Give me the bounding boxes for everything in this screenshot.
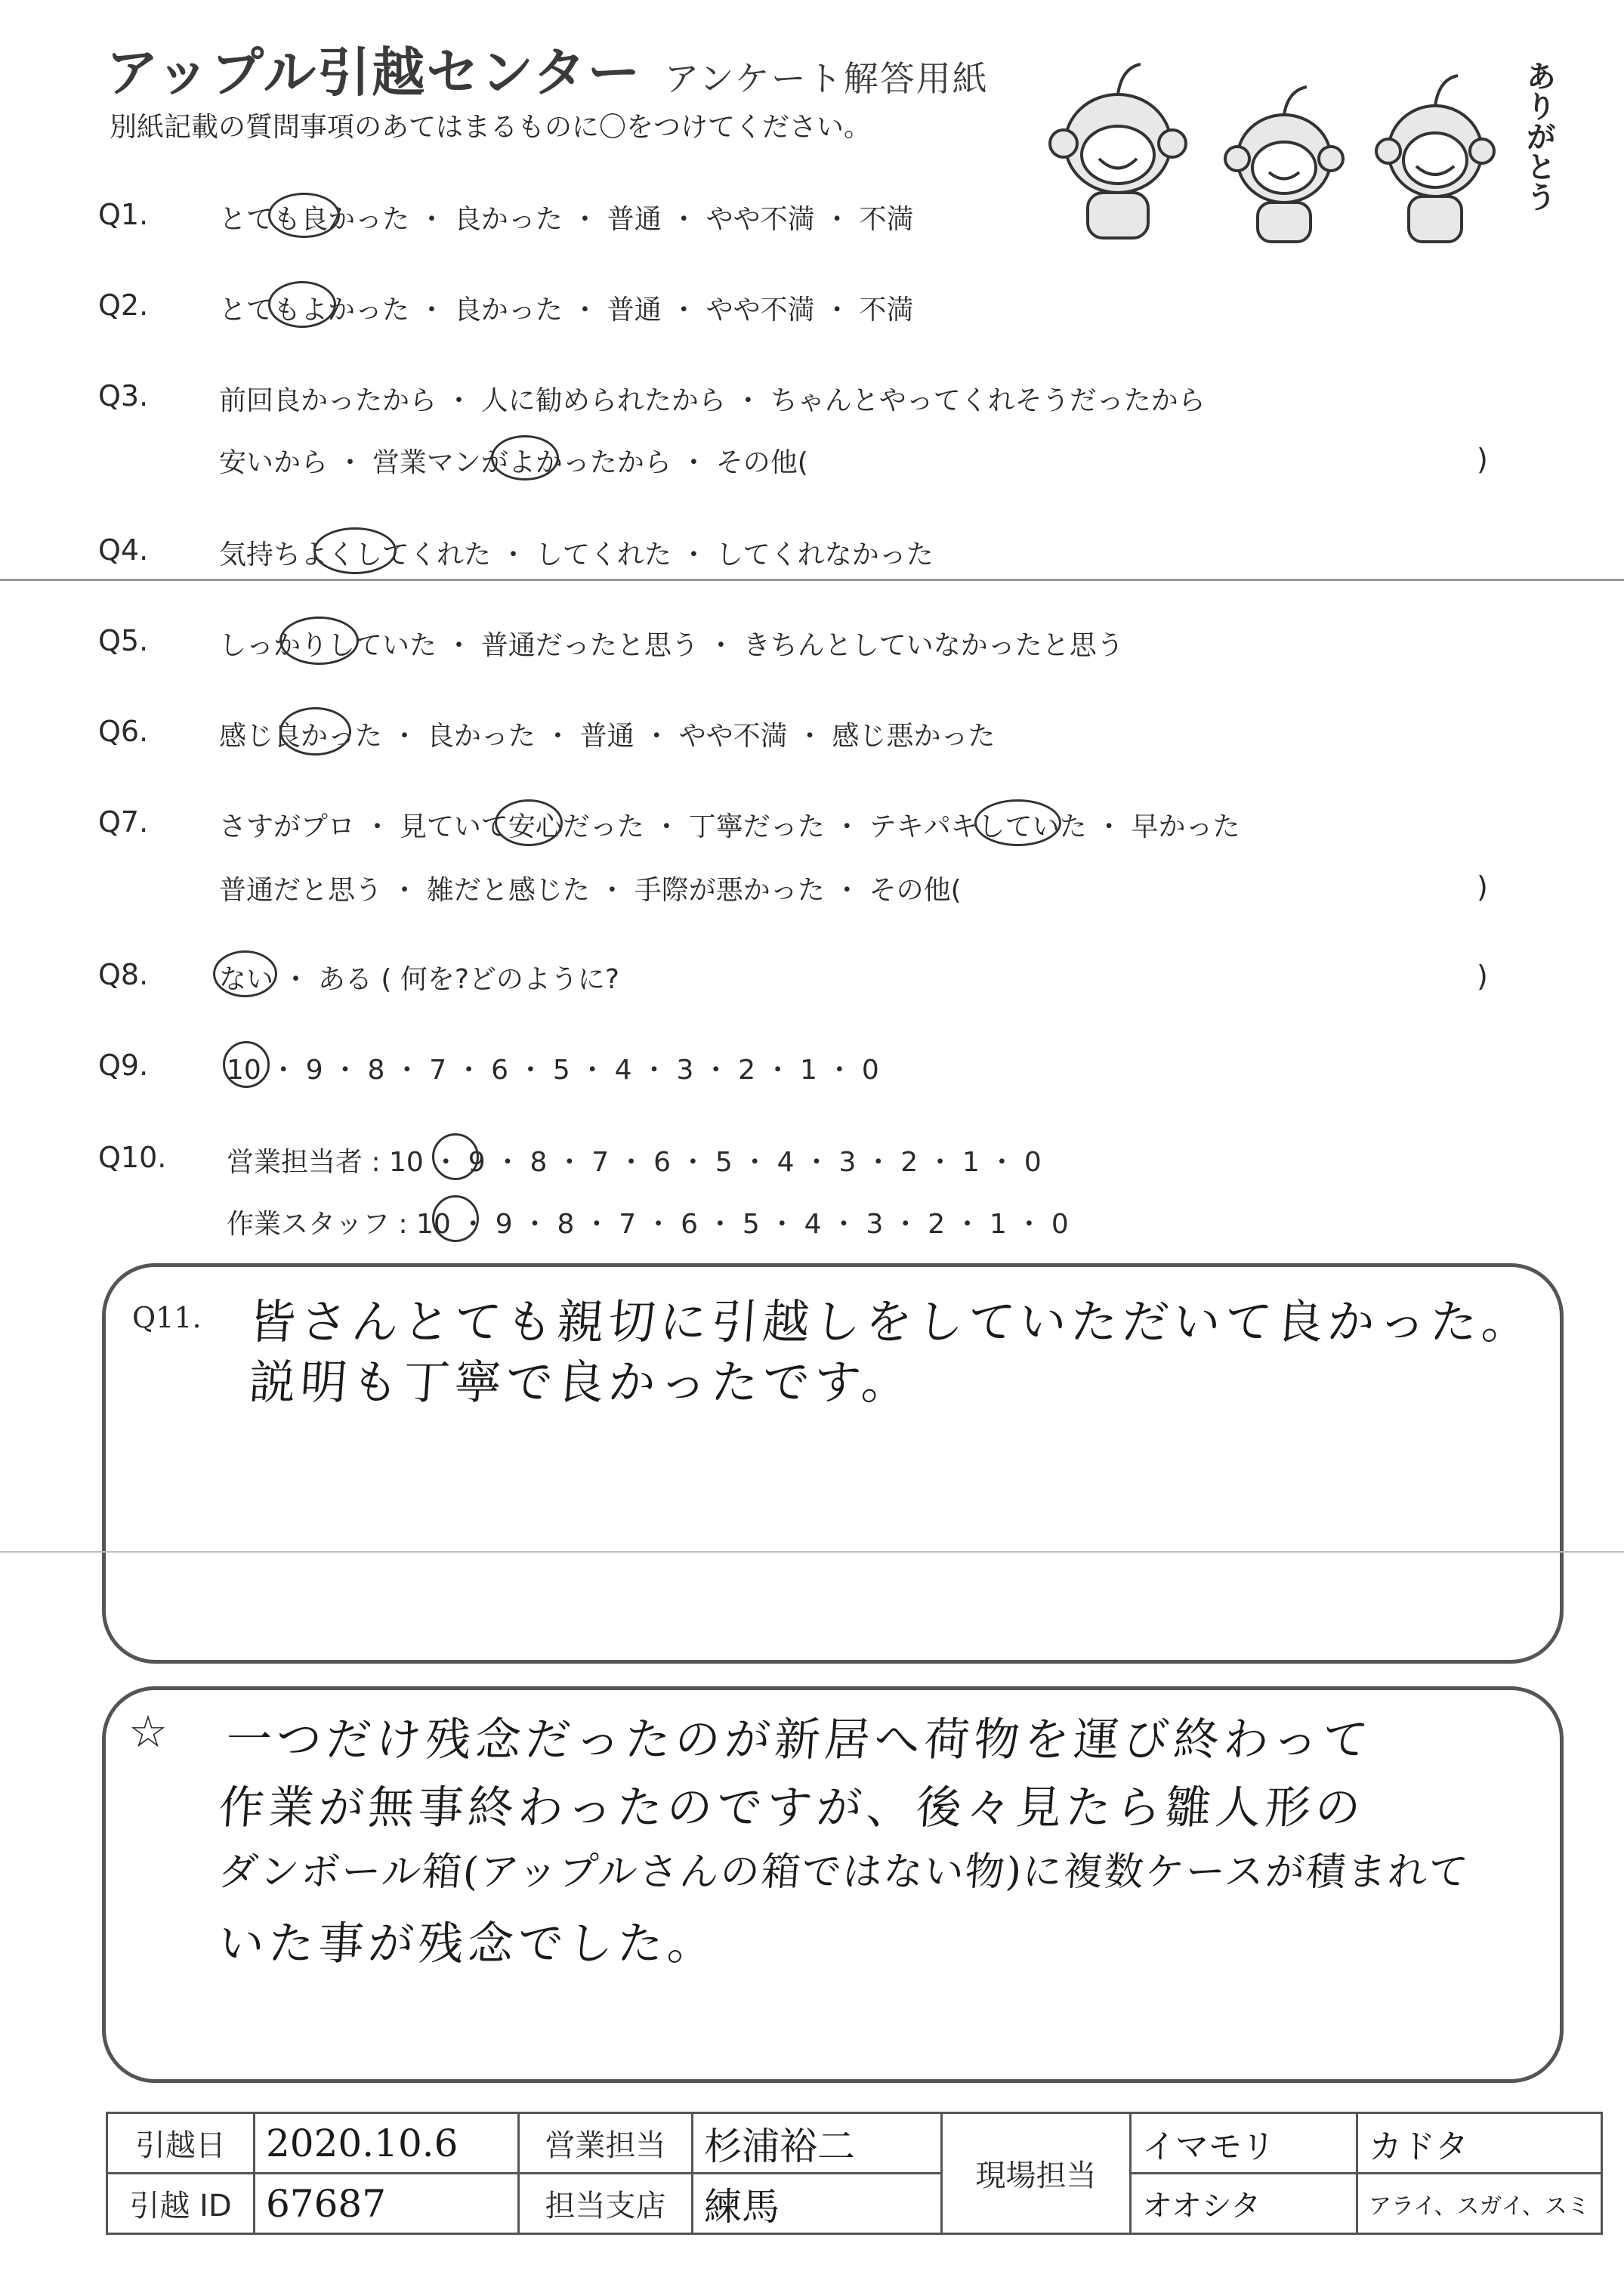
answer-circle [213, 950, 277, 997]
q7-options-line1: さすがプロ ・ 見ていて安心だった ・ 丁寧だった ・ テキパキしていた ・ 早かった [219, 811, 1240, 842]
site-staff-3: オオシタ [1131, 2174, 1357, 2234]
additional-comment-line1: 一つだけ残念だったのが新居へ荷物を運び終わって [224, 1714, 1375, 1766]
site-staff-label: 現場担当 [942, 2113, 1131, 2234]
moving-date-label: 引越日 [107, 2113, 255, 2174]
q6-options: 感じ良かった ・ 良かった ・ 普通 ・ やや不満 ・ 感じ悪かった [219, 721, 996, 752]
form-subtitle: アンケート解答用紙 [664, 58, 989, 99]
section-divider [0, 579, 1624, 581]
answer-circle [279, 707, 351, 756]
site-staff-2: カドタ [1357, 2113, 1602, 2174]
answer-circle [495, 799, 563, 846]
q3-options-line1: 前回良かったから ・ 人に勧められたから ・ ちゃんとやってくれそうだったから [219, 385, 1206, 416]
q11-comment-line2: 説明も丁寧で良かったです。 [247, 1355, 915, 1410]
sales-label: 営業担当 [519, 2113, 693, 2174]
answer-circle [268, 193, 340, 238]
q4-options: 気持ちよくしてくれた ・ してくれた ・ してくれなかった [219, 539, 934, 570]
answer-circle [491, 435, 559, 481]
q5-label: Q5. [98, 624, 149, 657]
q8-label: Q8. [98, 958, 149, 991]
q10-label: Q10. [98, 1141, 167, 1174]
answer-circle [279, 617, 359, 665]
q1-options: とても良かった ・ 良かった ・ 普通 ・ やや不満 ・ 不満 [219, 204, 914, 235]
company-name: アップル引越センター [106, 42, 642, 104]
instruction-text: 別紙記載の質問事項のあてはまるものに〇をつけてください。 [110, 112, 872, 143]
q3-options-line2: 安いから ・ 営業マンがよかったから ・ その他( [219, 447, 808, 478]
additional-comment-line3: ダンボール箱(アップルさんの箱ではない物)に複数ケースが積まれて [217, 1850, 1471, 1895]
answer-circle [432, 1133, 479, 1180]
q9-scale: 10 ・ 9 ・ 8 ・ 7 ・ 6 ・ 5 ・ 4 ・ 3 ・ 2 ・ 1 ・ 0 [227, 1055, 879, 1086]
q2-label: Q2. [98, 289, 149, 322]
star-icon: ☆ [128, 1706, 168, 1757]
moving-date-value: 2020.10.6 [255, 2113, 519, 2174]
answer-circle [313, 527, 397, 574]
q7-close-paren: ) [1477, 870, 1488, 904]
q2-options: とてもよかった ・ 良かった ・ 普通 ・ やや不満 ・ 不満 [219, 295, 914, 326]
answer-circle [432, 1195, 479, 1242]
q3-label: Q3. [98, 379, 149, 413]
q1-label: Q1. [98, 198, 149, 231]
section-divider [0, 1551, 1624, 1553]
answer-circle [223, 1041, 270, 1088]
thanks-text: ありがとう [1521, 60, 1556, 212]
q7-label: Q7. [98, 805, 149, 839]
additional-comment-line4: いた事が残念でした。 [217, 1918, 720, 1970]
answer-circle [974, 799, 1061, 846]
q11-label: Q11. [132, 1301, 202, 1334]
q10-sales-scale: 営業担当者 : 10 ・ 9 ・ 8 ・ 7 ・ 6 ・ 5 ・ 4 ・ 3 ・ 2 ・ 1 ・ 0 [227, 1147, 1042, 1178]
site-staff-1: イマモリ [1131, 2113, 1357, 2174]
moving-info-table [106, 2112, 1603, 2235]
moving-id-value: 67687 [255, 2174, 519, 2234]
additional-comment-line2: 作業が無事終わったのですが、後々見たら雛人形の [217, 1782, 1367, 1834]
sales-name-value: 杉浦裕二 [693, 2113, 942, 2174]
monkey-mascots-icon [1035, 45, 1518, 249]
q8-options: ない ・ ある ( 何を?どのように? [219, 964, 620, 995]
q5-options: しっかりしていた ・ 普通だったと思う ・ きちんとしていなかったと思う [219, 630, 1124, 661]
q9-label: Q9. [98, 1049, 149, 1082]
form-title [106, 30, 989, 107]
q7-options-line2: 普通だと思う ・ 雑だと感じた ・ 手際が悪かった ・ その他( [219, 875, 962, 906]
q10-staff-scale: 作業スタッフ : 10 ・ 9 ・ 8 ・ 7 ・ 6 ・ 5 ・ 4 ・ 3 ・ 2 ・ 1 ・ 0 [227, 1209, 1069, 1240]
moving-id-label: 引越 ID [107, 2174, 255, 2234]
q4-label: Q4. [98, 533, 149, 567]
branch-label: 担当支店 [519, 2174, 693, 2234]
q8-close-paren: ) [1477, 960, 1488, 993]
answer-circle [268, 281, 336, 328]
q11-comment-line1: 皆さんとても親切に引越しをしていただいて良かった。 [247, 1294, 1536, 1349]
q3-close-paren: ) [1477, 443, 1488, 476]
branch-name-value: 練馬 [693, 2174, 942, 2234]
q6-label: Q6. [98, 715, 149, 748]
site-staff-4: アライ、スガイ、スミ [1357, 2174, 1602, 2234]
